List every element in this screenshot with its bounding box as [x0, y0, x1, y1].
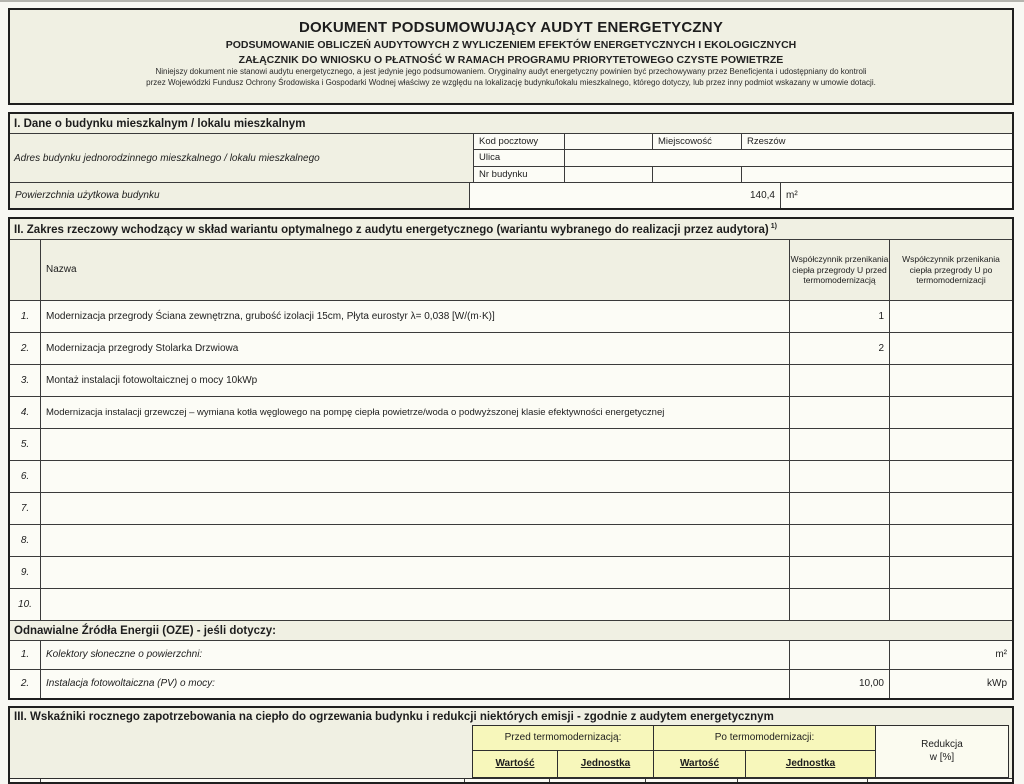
- oze-row-unit: m²: [889, 641, 1012, 669]
- footnote-marker: 1): [770, 223, 777, 230]
- postal-code-field: [564, 134, 652, 149]
- row-number: 6.: [10, 461, 40, 492]
- row-u-before: 1: [789, 301, 889, 332]
- row-number: 2.: [10, 333, 40, 364]
- section-3-title: III. Wskaźniki rocznego zapotrzebowania na ciepło do ogrzewania budynku i redukcji niektórych emisji - zgodnie z audytem energetycznym: [14, 710, 774, 723]
- row-name: [40, 429, 789, 460]
- oze-row-2: [10, 669, 1012, 698]
- row-number: 1.: [10, 301, 40, 332]
- row-number: 5.: [10, 429, 40, 460]
- row-u-after: [889, 301, 1012, 332]
- row-u-after: [889, 493, 1012, 524]
- row-u-before: [789, 557, 889, 588]
- usable-area-unit: m²: [780, 183, 1012, 208]
- row-name: Modernizacja przegrody Stolarka Drzwiowa: [40, 333, 789, 364]
- scope-row-1: [10, 300, 1012, 332]
- reduction-header: Redukcja w [%]: [876, 725, 1009, 777]
- row-number: 3.: [10, 365, 40, 396]
- row-number: 9.: [10, 557, 40, 588]
- section-1-building-data: [8, 112, 1014, 210]
- scope-row-8: [10, 524, 1012, 556]
- row-name: [40, 493, 789, 524]
- usable-area-value: 140,4: [469, 183, 780, 208]
- building-number-field-3: [741, 167, 1012, 182]
- row-u-after: [889, 557, 1012, 588]
- street-field: [564, 150, 1012, 165]
- row-u-before: [789, 589, 889, 620]
- row-u-after: [889, 429, 1012, 460]
- scope-row-2: [10, 332, 1012, 364]
- row-u-after: [889, 461, 1012, 492]
- value-header-after: Wartość: [654, 750, 746, 777]
- section-2-scope-of-works: [8, 217, 1014, 700]
- row-number-header: [10, 240, 40, 300]
- city-value: Rzeszów: [741, 134, 1012, 149]
- row-u-before: [789, 525, 889, 556]
- truncated-next-row: [10, 778, 1012, 782]
- scope-row-10: [10, 588, 1012, 620]
- scan-edge-artifact: [0, 0, 1024, 2]
- postal-code-label: Kod pocztowy: [474, 134, 564, 149]
- section-2-title: II. Zakres rzeczowy wchodzący w skład wariantu optymalnego z audytu energetycznego (wariantu wybranego do realizacji przez audytora) $^{1)}$: [14, 223, 777, 236]
- col-header-name: Nazwa: [40, 240, 789, 300]
- row-number: 1.: [10, 641, 40, 669]
- section-2-column-headers: [10, 239, 1012, 300]
- scope-row-7: [10, 492, 1012, 524]
- building-number-label: Nr budynku: [474, 167, 564, 182]
- oze-row-unit: kWp: [889, 670, 1012, 698]
- row-u-before: [789, 429, 889, 460]
- row-u-after: [889, 333, 1012, 364]
- row-u-after: [889, 365, 1012, 396]
- row-u-before: [789, 397, 889, 428]
- oze-row-name: Instalacja fotowoltaiczna (PV) o mocy:: [40, 670, 789, 698]
- row-u-after: [889, 525, 1012, 556]
- scope-row-6: [10, 460, 1012, 492]
- row-number: 4.: [10, 397, 40, 428]
- scope-row-9: [10, 556, 1012, 588]
- row-name: Modernizacja przegrody Ściana zewnętrzna, grubość izolacji 15cm, Płyta eurostyr λ= 0,038 [W/(m·K)]: [40, 301, 789, 332]
- col-header-u-before: Współczynnik przenikania ciepła przegrody U przed termomodernizacją: [789, 240, 889, 300]
- after-retrofit-header: Po termomodernizacji:: [654, 725, 876, 750]
- section-1-title: I. Dane o budynku mieszkalnym / lokalu mieszkalnym: [14, 118, 306, 130]
- document-title: DOKUMENT PODSUMOWUJĄCY AUDYT ENERGETYCZNY: [298, 19, 724, 36]
- row-name: [40, 589, 789, 620]
- row-number: 10.: [10, 589, 40, 620]
- col-header-u-after: Współczynnik przenikania ciepła przegrody U po termomodernizacji: [889, 240, 1012, 300]
- street-label: Ulica: [474, 150, 564, 165]
- section-3-table-area: [10, 725, 1012, 778]
- oze-row-1: [10, 640, 1012, 669]
- value-header-before: Wartość: [473, 750, 558, 777]
- indicators-header-table: [472, 725, 1009, 778]
- scope-row-4: [10, 396, 1012, 428]
- row-number: 8.: [10, 525, 40, 556]
- row-u-before: [789, 365, 889, 396]
- usable-area-label: Powierzchnia użytkowa budynku: [15, 190, 160, 201]
- row-name: [40, 525, 789, 556]
- document-header: [8, 8, 1014, 105]
- unit-header-before: Jednostka: [558, 750, 654, 777]
- oze-subsection-title: Odnawialne Źródła Energii (OZE) - jeśli dotyczy:: [10, 620, 1012, 640]
- disclaimer-line-2: przez Wojewódzki Fundusz Ochrony Środowiska i Gospodarki Wodnej właściwy ze względu na lokalizację budynku/lokalu mieszkalnego, którego dotyczy, lub przez inny podmiot wskazany w umowie dotacji.: [146, 78, 876, 87]
- row-u-before: [789, 493, 889, 524]
- row-u-before: [789, 461, 889, 492]
- oze-row-name: Kolektory słoneczne o powierzchni:: [40, 641, 789, 669]
- row-number: 7.: [10, 493, 40, 524]
- row-name: Modernizacja instalacji grzewczej – wymiana kotła węglowego na pompę ciepła powietrze/woda o podwyższonej klasie efektywności energetycznej: [40, 397, 789, 428]
- unit-header-after: Jednostka: [746, 750, 876, 777]
- building-number-field-2: [652, 167, 741, 182]
- oze-row-value: [789, 641, 889, 669]
- disclaimer-line-1: Niniejszy dokument nie stanowi audytu energetycznego, a jest jedynie jego podsumowaniem. Oryginalny audyt energetyczny powinien być przechowywany przez Beneficjenta i udostępniany do kontroli: [155, 67, 867, 76]
- before-retrofit-header: Przed termomodernizacją:: [473, 725, 654, 750]
- row-u-before: 2: [789, 333, 889, 364]
- address-label: Adres budynku jednorodzinnego mieszkalnego / lokalu mieszkalnego: [14, 152, 320, 164]
- row-number: 2.: [10, 670, 40, 698]
- row-name: [40, 461, 789, 492]
- scope-row-3: [10, 364, 1012, 396]
- oze-row-value: 10,00: [789, 670, 889, 698]
- row-name: [40, 557, 789, 588]
- row-u-after: [889, 397, 1012, 428]
- document-subtitle-1: PODSUMOWANIE OBLICZEŃ AUDYTOWYCH Z WYLICZENIEM EFEKTÓW ENERGETYCZNYCH I EKOLOGICZNYCH: [225, 39, 797, 51]
- row-name: Montaż instalacji fotowoltaicznej o mocy 10kWp: [40, 365, 789, 396]
- energy-audit-document: [8, 8, 1014, 784]
- row-u-after: [889, 589, 1012, 620]
- document-subtitle-2: ZAŁĄCZNIK DO WNIOSKU O PŁATNOŚĆ W RAMACH PROGRAMU PRIORYTETOWEGO CZYSTE POWIETRZE: [238, 54, 784, 66]
- section-3-indicators: [8, 706, 1014, 784]
- building-number-field: [564, 167, 652, 182]
- scope-row-5: [10, 428, 1012, 460]
- city-label: Miejscowość: [652, 134, 741, 149]
